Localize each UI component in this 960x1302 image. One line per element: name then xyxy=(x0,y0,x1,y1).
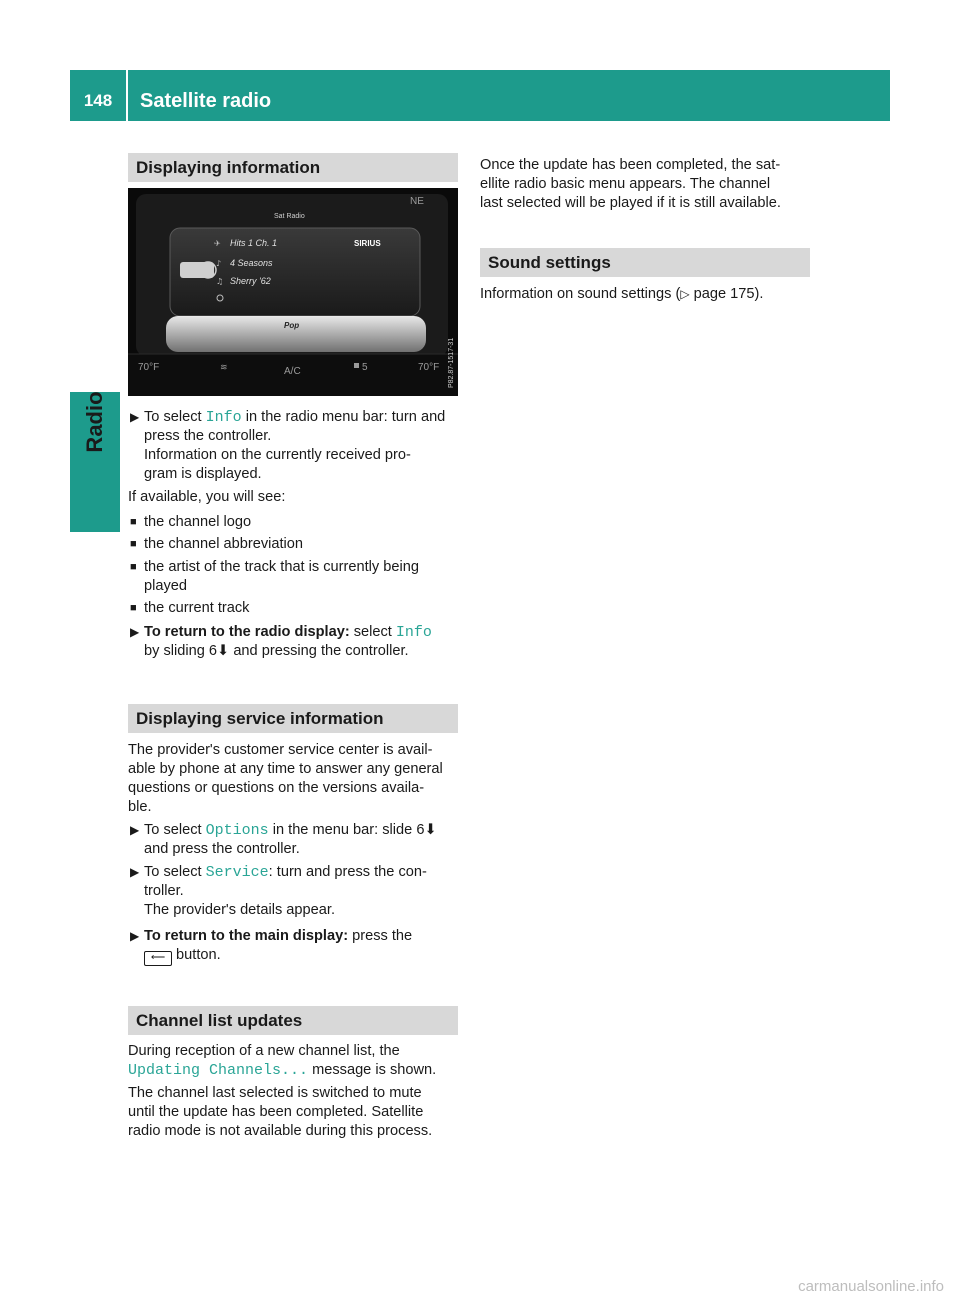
screen-status: NE xyxy=(410,196,424,207)
screen-logo: SIRIUS xyxy=(354,239,381,248)
s2-action2-line2: troller. xyxy=(144,883,184,899)
bullet-1: the channel logo xyxy=(144,514,252,530)
bullet-icon: ■ xyxy=(130,561,137,573)
s2-action2-line3: The provider's details appear. xyxy=(144,902,335,918)
s1-line1: To select Info in the radio menu bar: turn and xyxy=(144,409,446,426)
page-number: 148 xyxy=(83,91,113,110)
s3-para-3: The channel last selected is switched to mute xyxy=(128,1085,422,1101)
s1-line3: Information on the currently received pro- xyxy=(144,447,411,463)
screen-temp-right: 70°F xyxy=(418,362,440,373)
action-arrow: ▶ xyxy=(130,823,140,837)
s2-para-4: ble. xyxy=(128,799,152,815)
screen-item-2: 4 Seasons xyxy=(230,258,273,268)
section-heading-info: Displaying information xyxy=(128,153,458,182)
right-para-2: ellite radio basic menu appears. The channel xyxy=(480,176,771,192)
screen-item-3: Sherry '62 xyxy=(230,276,271,286)
radio-screen-image xyxy=(128,188,458,396)
header-divider xyxy=(126,70,128,121)
action-arrow: ▶ xyxy=(130,865,140,879)
footer-watermark: carmanualsonline.info xyxy=(798,1278,944,1295)
section-heading-sound: Sound settings xyxy=(480,248,810,277)
s2-action2-line1: To select Service: turn and press the con- xyxy=(144,864,427,881)
bullet-icon: ■ xyxy=(130,516,137,528)
bullet-icon: ■ xyxy=(130,602,137,614)
action-arrow: ▶ xyxy=(130,625,140,639)
s2-para-3: questions or questions on the versions availa- xyxy=(128,780,425,796)
action-arrow: ▶ xyxy=(130,410,140,424)
s2-action1-line2: and press the controller. xyxy=(144,841,300,857)
bullet-2: the channel abbreviation xyxy=(144,536,304,552)
screen-code: P82.87-1517-31 xyxy=(448,337,455,388)
s2-para-1: The provider's customer service center is avail- xyxy=(128,742,433,758)
section-heading-updates: Channel list updates xyxy=(128,1006,458,1035)
bullet-icon: ■ xyxy=(130,538,137,550)
screen-title: Sat Radio xyxy=(274,213,305,220)
page-header xyxy=(70,70,890,121)
radio-screen-graphic xyxy=(128,188,458,396)
svg-text:♫: ♫ xyxy=(216,277,224,286)
bullet-4: the current track xyxy=(144,600,250,616)
section-heading-service: Displaying service information xyxy=(128,704,458,733)
s3-para-2: Updating Channels... message is shown. xyxy=(128,1062,437,1079)
svg-text:♪: ♪ xyxy=(216,259,222,268)
s2-para-2: able by phone at any time to answer any general xyxy=(128,761,443,777)
screen-ac: A/C xyxy=(284,366,301,377)
s1-return-line2: by sliding 6⬇ and pressing the controller. xyxy=(144,643,409,659)
right-para-3: last selected will be played if it is still available. xyxy=(480,195,781,211)
side-tab-label-wrap xyxy=(70,392,120,452)
controller-icon: 6 xyxy=(416,822,425,838)
chapter-title: Satellite radio xyxy=(140,90,272,112)
back-button-icon: ⟵ xyxy=(144,951,172,966)
s2-return-line2: ⟵ button. xyxy=(144,946,221,966)
s1-line2: press the controller. xyxy=(144,428,272,444)
s1-line4: gram is displayed. xyxy=(144,466,262,482)
bullet-3b: played xyxy=(144,578,188,594)
side-tab-label: Radio xyxy=(82,391,107,453)
s2-return-line1: To return to the main display: press the xyxy=(144,928,413,944)
sound-text: Information on sound settings (▷ page 175). xyxy=(480,286,764,302)
s1-line5: If available, you will see: xyxy=(128,489,286,505)
s3-para-4: until the update has been completed. Satellite xyxy=(128,1104,424,1120)
screen-temp-left: 70°F xyxy=(138,362,160,373)
svg-text:✈: ✈ xyxy=(214,239,221,248)
bullet-3a: the artist of the track that is currently being xyxy=(144,559,419,575)
svg-text:≋: ≋ xyxy=(220,363,228,373)
action-arrow: ▶ xyxy=(130,929,140,943)
page-ref-icon: ▷ xyxy=(680,287,690,301)
s3-para-1: During reception of a new channel list, the xyxy=(128,1043,400,1059)
screen-fan: 5 xyxy=(362,362,368,373)
screen-genre: Pop xyxy=(284,321,300,330)
s1-return-line1: To return to the radio display: select Info xyxy=(144,624,432,641)
right-para-1: Once the update has been completed, the sat- xyxy=(480,157,781,173)
controller-icon: 6 xyxy=(208,643,218,659)
screen-item-1: Hits 1 Ch. 1 xyxy=(230,238,278,248)
s3-para-5: radio mode is not available during this process. xyxy=(128,1123,433,1139)
s2-action1-line1: To select Options in the menu bar: slide 6⬇ xyxy=(144,822,437,839)
